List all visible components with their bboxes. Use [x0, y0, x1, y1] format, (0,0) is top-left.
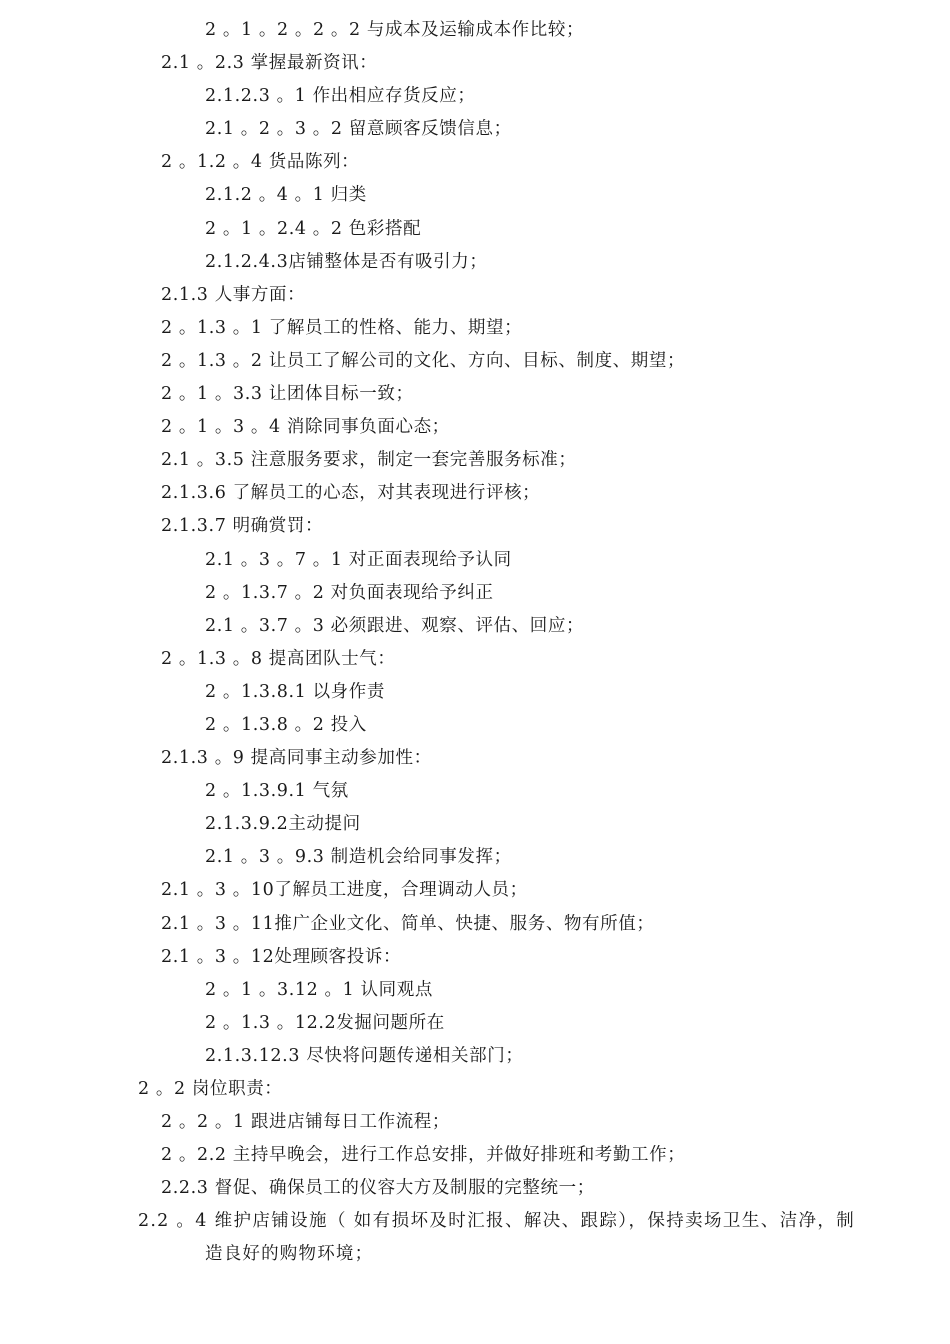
list-item: 2 。1 。3.3 让团体目标一致； [161, 384, 414, 405]
list-item: 2.1.3 。9 提高同事主动参加性： [161, 748, 432, 769]
list-item: 2.1.3.7 明确赏罚： [161, 516, 324, 537]
section-heading: 2 。2 岗位职责： [138, 1079, 283, 1099]
list-item: 2.1.3.9.2主动提问 [205, 814, 361, 835]
list-item: 2 。1 。3 。4 消除同事负面心态； [161, 417, 450, 438]
list-item: 2.1 。2 。3 。2 留意顾客反馈信息； [205, 119, 512, 140]
list-item: 2 。2 。1 跟进店铺每日工作流程； [161, 1112, 450, 1133]
list-item: 2 。1 。3.12 。1 认同观点 [205, 979, 433, 1000]
list-item: 2 。1 。2.4 。2 色彩搭配 [205, 218, 422, 239]
list-item: 2.1 。3 。10了解员工进度，合理调动人员； [161, 880, 528, 901]
list-item: 2 。1.2 。4 货品陈列： [161, 152, 360, 173]
list-item: 2.1.2 。4 。1 归类 [205, 185, 367, 206]
list-item: 2.1 。3 。7 。1 对正面表现给予认同 [205, 549, 512, 570]
list-item: 2.1 。3 。9.3 制造机会给同事发挥； [205, 847, 512, 868]
list-item: 2.1 。3 。11推广企业文化、简单、快捷、服务、物有所值； [161, 913, 655, 934]
section-heading: 2.1.3 人事方面： [161, 284, 306, 305]
list-item: 2 。1.3 。2 让员工了解公司的文化、方向、目标、制度、期望； [161, 350, 686, 371]
list-item: 2 。1.3.8.1 以身作责 [205, 681, 385, 702]
list-item: 2.1 。2.3 掌握最新资讯： [161, 53, 378, 74]
list-item: 2 。1.3.8 。2 投入 [205, 714, 367, 735]
list-item: 2.2 。4 维护店铺设施（ 如有损坏及时汇报、解决、跟踪），保持卖场卫生、洁净，制造良好的购物环境； [138, 1211, 855, 1265]
list-item: 2.1.2.4.3店铺整体是否有吸引力； [205, 251, 488, 272]
list-item: 2 。1 。2 。2 。2 与成本及运输成本作比较； [205, 20, 585, 40]
list-item: 2 。1.3 。12.2发掘问题所在 [205, 1012, 445, 1033]
list-item: 2.1.3.12.3 尽快将问题传递相关部门； [205, 1045, 524, 1066]
list-item: 2 。1.3.9.1 气氛 [205, 781, 349, 802]
list-item: 2.1 。3.5 注意服务要求，制定一套完善服务标准； [161, 450, 577, 471]
document-body [0, 14, 950, 1272]
list-item: 2.1 。3.7 。3 必须跟进、观察、评估、回应； [205, 615, 585, 636]
list-item: 2 。1.3 。1 了解员工的性格、能力、期望； [161, 317, 523, 338]
list-item: 2.2.3 督促、确保员工的仪容大方及制服的完整统一； [161, 1178, 595, 1199]
list-item: 2 。1.3.7 。2 对负面表现给予纠正 [205, 582, 494, 603]
list-item: 2.1.3.6 了解员工的心态，对其表现进行评核； [161, 483, 541, 504]
list-item: 2.1.2.3 。1 作出相应存货反应； [205, 86, 476, 107]
list-item: 2.1 。3 。12处理顾客投诉： [161, 946, 402, 967]
list-item: 2 。2.2 主持早晚会，进行工作总安排，并做好排班和考勤工作； [161, 1145, 686, 1166]
list-item: 2 。1.3 。8 提高团队士气： [161, 648, 396, 669]
